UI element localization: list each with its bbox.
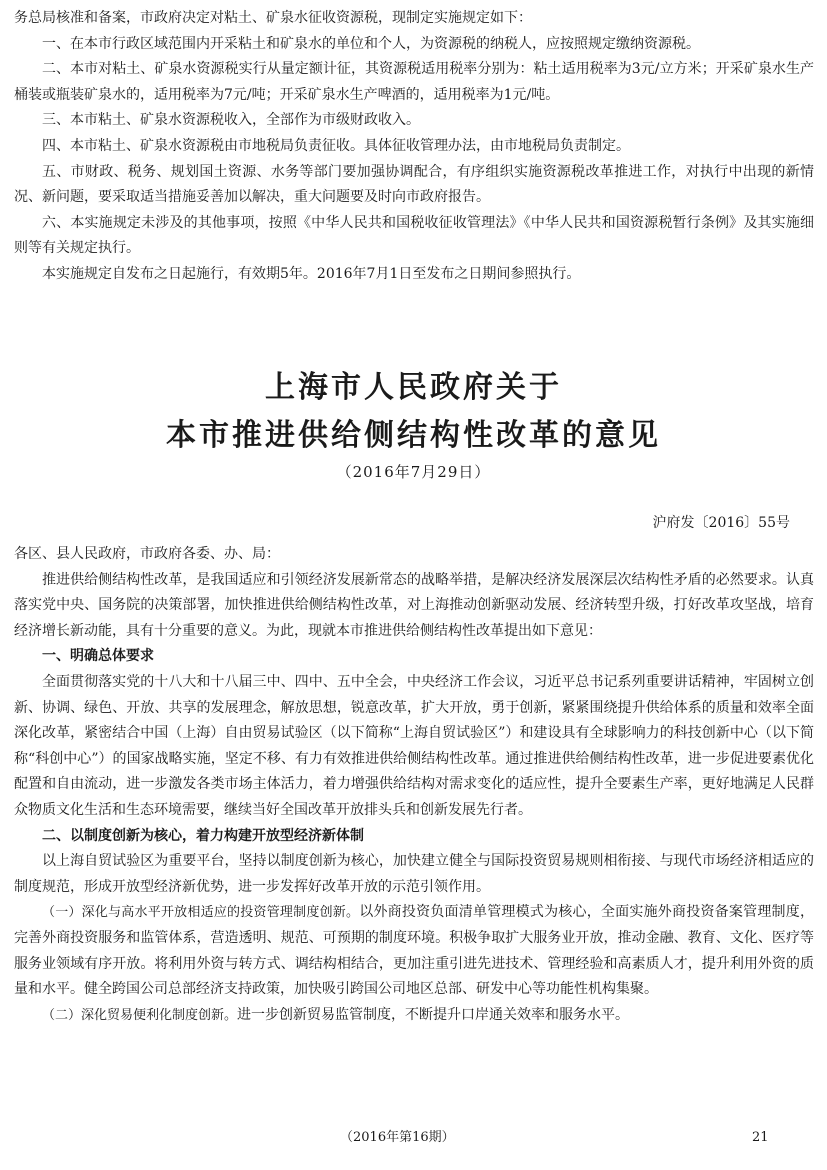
document-title-line-2: 本市推进供给侧结构性改革的意见 (166, 418, 661, 453)
paragraph: 本实施规定自发布之日起施行，有效期5年。2016年7月1日至发布之日期间参照执行。 (42, 265, 581, 282)
paragraph: 六、本实施规定未涉及的其他事项，按照《中华人民共和国税收征收管理法》《中华人民共和国资源税暂行条例》及其实施细则等有关规定执行。 (14, 214, 814, 257)
paragraph: 一、在本市行政区域范围内开采粘土和矿泉水的单位和个人，为资源税的纳税人，应按照规定缴纳资源税。 (42, 35, 700, 52)
subsection-text: 进一步创新贸易监管制度，不断提升口岸通关效率和服务水平。 (237, 1006, 630, 1023)
paragraph: 二、本市对粘土、矿泉水资源税实行从量定额计征，其资源税适用税率分别为：粘土适用税率为3元/立方米；开采矿泉水生产桶装或瓶装矿泉水的，适用税率为7元/吨；开采矿泉水生产啤酒的，适用税率为1元/吨。 (14, 61, 814, 103)
previous-regulation-continuation (14, 6, 814, 288)
document-number: 沪府发〔2016〕55号 (652, 515, 790, 531)
issue-label: （2016年第16期） (340, 1130, 455, 1145)
subsection-paragraph (14, 1003, 814, 1029)
document-title-line-1: 上海市人民政府关于 (265, 370, 562, 405)
intro-paragraph: 推进供给侧结构性改革，是我国适应和引领经济发展新常态的战略举措，是解决经济发展深层次结构性矛盾的必然要求。认真落实党中央、国务院的决策部署，加快推进供给侧结构性改革，对上海推动创新驱动发展、经济转型升级，打好改革攻坚战，培育经济增长新动能，具有十分重要的意义。为此，现就本市推进供给侧结构性改革提出如下意见： (14, 571, 814, 639)
subsection-paragraph (14, 900, 814, 1002)
document-title-block (0, 364, 827, 484)
document-date: （2016年7月29日） (336, 463, 491, 481)
paragraph: 务总局核准和备案，市政府决定对粘土、矿泉水征收资源税，现制定实施规定如下： (14, 10, 532, 26)
subsection-text: 以外商投资负面清单管理模式为核心，全面实施外商投资备案管理制度，完善外商投资服务和监管体系，营造透明、规范、可预期的制度环境。积极争取扩大服务业开放，推动金融、教育、文化、医疗等服务业领域有序开放。将利用外资与转方式、调结构相结合，更加注重引进先进技术、管理经验和高素质人才，提升利用外资的质量和水平。健全跨国公司总部经济支持政策，加快吸引跨国公司地区总部、研发中心等功能性机构集聚。 (14, 904, 814, 998)
subsection-label: （二）深化贸易便利化制度创新。 (42, 1007, 238, 1023)
paragraph: 五、市财政、税务、规划国土资源、水务等部门要加强协调配合，有序组织实施资源税改革推进工作，对执行中出现的新情况、新问题，要采取适当措施妥善加以解决，重大问题要及时向市政府报告。 (14, 163, 814, 206)
paragraph: 全面贯彻落实党的十八大和十八届三中、四中、五中全会，中央经济工作会议，习近平总书记系列重要讲话精神，牢固树立创新、协调、绿色、开放、共享的发展理念，解放思想，锐意改革，扩大开放，勇于创新，紧紧围绕提升供给体系的质量和效率全面深化改革，紧密结合中国（上海）自由贸易试验区（以下简称“上海自贸试验区”）和建设具有全球影响力的科技创新中心（以下简称“科创中心”）的国家战略实施，坚定不移、有力有效推进供给侧结构性改革。通过推进供给侧结构性改革，进一步促进要素优化配置和自由流动，进一步激发各类市场主体活力，着力增强供给结构对需求变化的适应性，提升全要素生产率，更好地满足人民群众物质文化生活和生态环境需要，继续当好全国改革开放排头兵和创新发展先行者。 (14, 673, 814, 818)
paragraph: 三、本市粘土、矿泉水资源税收入，全部作为市级财政收入。 (42, 112, 420, 129)
paragraph: 以上海自贸试验区为重要平台，坚持以制度创新为核心，加快建立健全与国际投资贸易规则相衔接、与现代市场经济相适应的制度规范，形成开放型经济新优势，进一步发挥好改革开放的示范引领作用。 (14, 853, 814, 895)
document-body (14, 542, 814, 1028)
paragraph: 四、本市粘土、矿泉水资源税由市地税局负责征收。具体征收管理办法，由市地税局负责制定。 (42, 137, 630, 154)
page-number: 21 (752, 1130, 769, 1145)
section-heading: 一、明确总体要求 (42, 648, 154, 665)
subsection-label: （一）深化与高水平开放相适应的投资管理制度创新。 (42, 905, 360, 921)
section-heading: 二、以制度创新为核心，着力构建开放型经济新体制 (42, 827, 364, 844)
addressee: 各区、县人民政府，市政府各委、办、局： (14, 546, 280, 562)
